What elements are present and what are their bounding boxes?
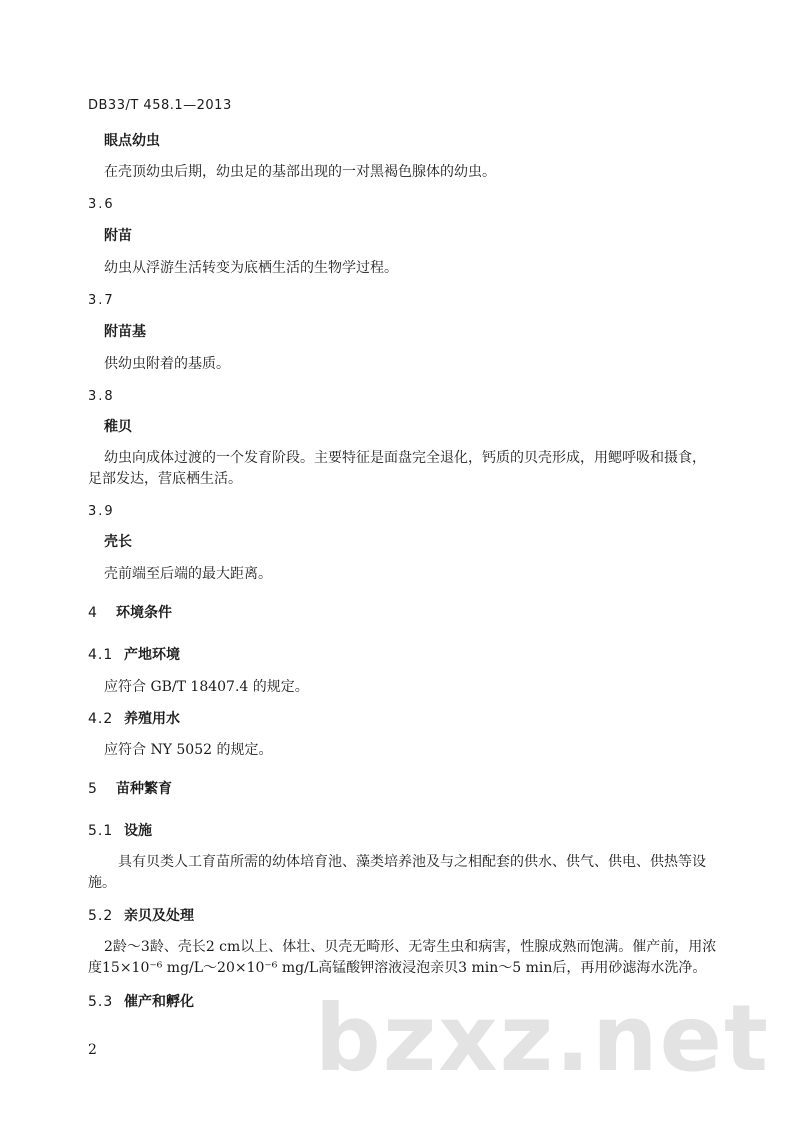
section-4-title: 环境条件 bbox=[116, 605, 172, 621]
section-5-2-heading bbox=[88, 907, 194, 925]
section-5-title: 苗种繁育 bbox=[116, 781, 172, 797]
section-4-1-heading bbox=[88, 646, 180, 664]
section-4-heading bbox=[88, 604, 172, 622]
term-juvenile: 稚贝 bbox=[104, 419, 132, 435]
document-code: DB33/T 458.1—2013 bbox=[88, 98, 232, 113]
definition-juvenile-line2: 足部发达，营底栖生活。 bbox=[88, 471, 242, 487]
section-4-number: 4 bbox=[88, 605, 98, 621]
section-5-3-title: 催产和孵化 bbox=[124, 994, 194, 1010]
section-4-1-number: 4.1 bbox=[88, 647, 114, 663]
section-5-1-number: 5.1 bbox=[88, 823, 114, 839]
section-5-3-number: 5.3 bbox=[88, 994, 114, 1010]
section-4-1-text: 应符合 GB/T 18407.4 的规定。 bbox=[104, 679, 309, 695]
section-5-2-text-line1: 2龄～3龄、壳长2 cm以上、体壮、贝壳无畸形、无寄生虫和病害，性腺成熟而饱满。催产前，用浓 bbox=[104, 939, 717, 955]
section-5-2-number: 5.2 bbox=[88, 908, 114, 924]
section-5-1-heading bbox=[88, 822, 152, 840]
clause-number-3-9: 3.9 bbox=[88, 504, 115, 519]
definition-settlement-substrate: 供幼虫附着的基质。 bbox=[104, 356, 230, 372]
definition-settlement: 幼虫从浮游生活转变为底栖生活的生物学过程。 bbox=[104, 260, 398, 276]
page-number: 2 bbox=[88, 1042, 97, 1058]
clause-number-3-8: 3.8 bbox=[88, 389, 115, 404]
term-settlement-substrate: 附苗基 bbox=[104, 324, 146, 340]
section-5-1-text-line2: 施。 bbox=[88, 875, 116, 891]
section-4-2-number: 4.2 bbox=[88, 711, 114, 727]
section-5-1-title: 设施 bbox=[124, 823, 152, 839]
definition-juvenile-line1: 幼虫向成体过渡的一个发育阶段。主要特征是面盘完全退化，钙质的贝壳形成，用鳃呼吸和摄食， bbox=[104, 450, 706, 466]
term-eyespot-larva: 眼点幼虫 bbox=[104, 133, 160, 149]
clause-number-3-7: 3.7 bbox=[88, 293, 115, 308]
section-4-2-heading bbox=[88, 710, 180, 728]
section-5-number: 5 bbox=[88, 781, 98, 797]
section-4-1-title: 产地环境 bbox=[124, 647, 180, 663]
section-5-heading bbox=[88, 780, 172, 798]
section-4-2-text: 应符合 NY 5052 的规定。 bbox=[104, 742, 273, 758]
term-shell-length: 壳长 bbox=[104, 534, 132, 550]
section-5-2-title: 亲贝及处理 bbox=[124, 908, 194, 924]
watermark: bzxz.net bbox=[314, 985, 770, 1092]
section-4-2-title: 养殖用水 bbox=[124, 711, 180, 727]
section-5-1-text-line1: 具有贝类人工育苗所需的幼体培育池、藻类培养池及与之相配套的供水、供气、供电、供热等设 bbox=[118, 854, 706, 870]
section-5-2-text-line2: 度15×10⁻⁶ mg/L～20×10⁻⁶ mg/L高锰酸钾溶液浸泡亲贝3 min～5 min后，再用砂滤海水洗净。 bbox=[88, 960, 707, 976]
term-settlement: 附苗 bbox=[104, 228, 132, 244]
clause-number-3-6: 3.6 bbox=[88, 197, 115, 212]
section-5-3-heading bbox=[88, 993, 194, 1011]
definition-shell-length: 壳前端至后端的最大距离。 bbox=[104, 566, 272, 582]
definition-eyespot-larva: 在壳顶幼虫后期，幼虫足的基部出现的一对黑褐色腺体的幼虫。 bbox=[104, 164, 496, 180]
